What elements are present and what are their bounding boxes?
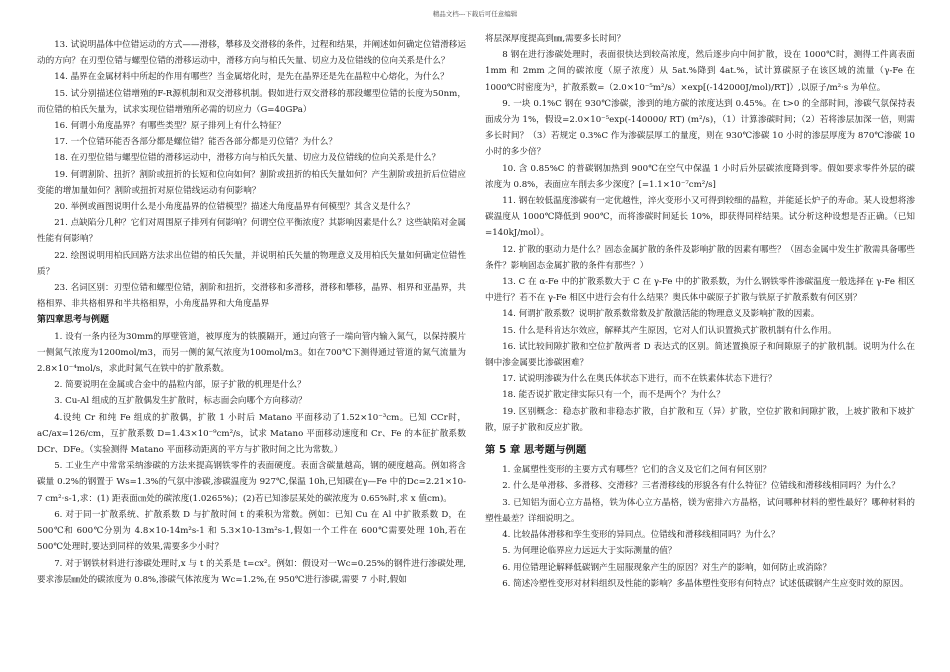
ch4-question-2: 2. 简要说明在金属或合金中的晶粒内部，原子扩散的机理是什么？ (54, 380, 306, 391)
question-14: 14. 晶界在金属材料中所起的作用有哪些？当金属熔化时，是先在晶界还是先在晶粒中心熔化，为什么？ (54, 72, 449, 83)
question-16: 16. 何谓小角度晶界？有哪些类型？原子排列上有什么特征？ (54, 121, 286, 132)
ch5-question-2: 2. 什么是单滑移、多滑移、交滑移？三者滑移线的形貌各有什么特征？位错线和滑移线相同吗？为什么？ (502, 481, 900, 492)
question-22: 22. 绘图说明用柏氏回路方法求出位错的柏氏矢量，并说明柏氏矢量的物理意义及用柏氏矢量如何确定位错性质？ (37, 250, 466, 277)
question-15: 15. 试分别描述位错增殖的F-R源机制和双交滑移机制。假如进行双交滑移的那段螺型位错的长度为50nm，而位错的柏氏矢量为，试求实现位错增殖所必需的切应力（G=40GPa） (37, 88, 466, 115)
ch4-question-12: 12. 扩散的驱动力是什么？固态金属扩散的条件及影响扩散的因素有哪些？（固态金属中发生扩散需具备哪些条件？影响固态金属扩散的条件有那些？） (485, 244, 915, 271)
page-header: 精品文档---下载后可任意编辑 (432, 10, 518, 18)
ch4-question-19: 19. 区别概念：稳态扩散和非稳态扩散，自扩散和互（异）扩散，空位扩散和间隙扩散，上坡扩散和下坡扩散，原子扩散和反应扩散。 (485, 406, 915, 433)
question-17: 17. 一个位错环能否各部分都是螺位错？能否各部分都是刃位错？为什么？ (54, 137, 337, 148)
ch4-question-10: 10. 含 0.85%C 的普碳钢加热到 900℃在空气中保温 1 小时后外层碳浓度降到零。假如要求零件外层的碳浓度为 0.8%，表面应车削去多少深度？[=1.1×10⁻⁷cm²/s] (485, 163, 915, 190)
ch4-question-15: 15. 什么是科肯达尔效应，解释其产生原因，它对人们认识置换式扩散机制有什么作用。 (502, 325, 837, 336)
chapter-4-heading: 第四章思考与例题 (37, 315, 110, 326)
left-column (37, 37, 466, 588)
ch4-question-18: 18. 能否说扩散定律实际只有一个，而不是两个？为什么？ (502, 390, 725, 401)
ch5-question-1: 1. 金属塑性变形的主要方式有哪些？它们的含义及它们之间有何区别？ (502, 465, 771, 476)
ch5-question-6b: 6. 简述冷塑性变形对材料组织及性能的影响？多晶体塑性变形有何特点？试述低碳钢产生应变时效的原因。 (502, 578, 909, 589)
right-column (485, 31, 915, 592)
chapter-5-heading: 第 5 章 思考题与例题 (485, 444, 587, 457)
ch4-question-8: 8 钢在进行渗碳处理时，表面很快达到较高浓度，然后逐步向中间扩散，设在 1000℃时，测得工件离表面 1mm 和 2mm 之间的碳浓度（原子浓度）从 5at.%降到 4at.%，试计算碳原子在该区域的流量（γ-Fe 在 1000℃时密度为³，扩散系数=（2.0×10⁻⁵m²/s）×exp[(-142000J/mol)/RT]）,以原子/m²·s 为单位。 (485, 50, 915, 93)
ch4-question-7: 7. 对于钢铁材料进行渗碳处理时,x 与 t 的关系是 t=cx²。例如：假设对一Wc=0.25%的钢件进行渗碳处理,要求渗层㎜处的碳浓度为 0.8%,渗碳气体浓度为 Wc=1.2%,在 950℃进行渗碳,需要 7 小时,假如 (37, 558, 466, 585)
ch4-question-9: 9. 一块 0.1%C 钢在 930℃渗碳，渗到的地方碳的浓度达到 0.45%。在 t>0 的全部时间，渗碳气氛保持表面成分为 1%，假设=2.0×10⁻⁵exp(-140000/ RT) (m²/s)，（1）计算渗碳时间；（2）若将渗层加深一倍，则需多长时间？（3）若规定 0.3%C 作为渗碳层厚工的量度，则在 930℃渗碳 10 小时的渗层厚度为 870℃渗碳 10 小时的多少倍？ (485, 98, 915, 158)
ch4-question-1: 1. 设有一条内径为30mm的厚壁管道，被厚度为的铁膜隔开，通过向管子一端向管内输入氮气，以保持膜片一侧氮气浓度为1200mol/m3，而另一侧的氮气浓度为100mol/m3。如在700℃下测得通过管道的氮气流量为2.8×10⁻⁴mol/s，求此时氮气在铁中的扩散系数。 (37, 331, 466, 375)
ch5-question-6a: 6. 用位错理论解释低碳钢产生屈服现象产生的原因？对生产的影响，如何防止或消除？ (502, 562, 832, 573)
ch4-question-7-cont: 将层深厚度提高到㎜,需要多长时间？ (485, 34, 626, 44)
ch4-question-11: 11. 钢在较低温度渗碳有一定优越性，淬火变形小又可得到较细的晶粒，并能延长炉子的寿命。某人设想将渗碳温度从 1000℃降低到 900℃，而将渗碳时间延长 10%，即获得同样结果。试分析这种设想是否正确。（已知=140kJ/mol）。 (485, 196, 915, 239)
ch4-question-3: 3. Cu-Al 组成的互扩散偶发生扩散时，标志面会向哪个方向移动？ (54, 396, 307, 407)
question-21: 21. 点缺陷分几种？它们对周围原子排列有何影响？何谓空位平衡浓度？其影响因素是什么？这些缺陷对金属性能有何影响？ (37, 218, 466, 245)
ch5-question-5: 5. 为何理论临界应力远远大于实际测量的值？ (502, 546, 677, 557)
question-20: 20. 举例或画图说明什么是小角度晶界的位错模型？描述大角度晶界有何模型？其含义是什么？ (54, 202, 415, 213)
ch4-question-6: 6. 对于同一扩散系统、扩散系数 D 与扩散时间 t 的乘积为常数。例如：已知 Cu 在 Al 中扩散系数 D，在 500℃和 600℃分别为 4.8×10-14m²s-1 和 5.3×10-13m²s-1,假如一个工件在 600℃需要处理 10h,若在 500℃处理时,要达到同样的效果,需要多少小时？ (37, 509, 466, 553)
ch4-question-4: 4.设纯 Cr 和纯 Fe 组成的扩散偶，扩散 1 小时后 Matano 平面移动了1.52×10⁻³cm。已知 CCr时，aC/ax=126/cm，互扩散系数 D=1.43×10⁻⁹cm²/s，试求 Matano 平面移动速度和 Cr、Fe 的本征扩散系数DCr、DFe。（实验测得 Matano 平面移动距离的平方与扩散时间之比为常数。） (37, 412, 466, 456)
ch5-question-3: 3. 已知铝为面心立方晶格，铁为体心立方晶格，镁为密排六方晶格，试问哪种材料的塑性最好？哪种材料的塑性最差？详细说明之。 (485, 497, 915, 524)
ch4-question-17: 17. 试说明渗碳为什么在奥氏体状态下进行，而不在铁素体状态下进行？ (502, 374, 777, 385)
ch4-question-16: 16. 试比较间隙扩散和空位扩散两者 D 表达式的区别。简述置换原子和间隙原子的扩散机制。说明为什么在钢中渗金属要比渗碳困难？ (485, 341, 915, 369)
ch4-question-13: 13. C 在 α-Fe 中的扩散系数大于 C 在 γ-Fe 中的扩散系数，为什么钢铁零件渗碳温度一般选择在 γ-Fe 相区中进行？若不在 γ-Fe 相区中进行会有什么结果？奥氏体中碳原子扩散与铁原子扩散系数有何区别？ (485, 277, 915, 304)
ch4-question-14: 14. 何谓扩散系数？说明扩散系数常数及扩散激活能的物理意义及影响扩散的因素。 (502, 309, 820, 320)
question-18: 18. 在刃型位错与螺型位错的滑移运动中，滑移方向与柏氏矢量、切应力及位错线的位向关系是什么？ (54, 153, 441, 164)
question-19: 19. 何谓割阶、扭折？割阶或扭折的长短和位向如何？割阶或扭折的柏氏矢量如何？产生割阶或扭折后位错应变能的增加量如何？割阶或扭折对原位错线运动有何影响？ (37, 169, 466, 196)
ch5-question-4: 4. 比较晶体滑移和孪生变形的异同点。位错线和滑移线相同吗？为什么？ (502, 530, 780, 541)
question-13: 13. 试说明晶体中位错运动的方式——滑移，攀移及交滑移的条件，过程和结果，并阐述如何确定位错滑移运动的方向？在刃型位错与螺型位错的滑移运动中，滑移方向与柏氏矢量、切应力及位错线的位向关系是什么？ (37, 40, 466, 67)
ch4-question-5: 5. 工业生产中常常采纳渗碳的方法来提高钢铁零件的表面硬度。表面含碳量越高，钢的硬度越高。例如将含碳量 0.2%的钢置于 Ws=1.3%的气氛中渗碳,渗碳温度为 927℃,保温 10h,已知碳在γ—Fe 中的Dc=2.21×10-7 cm²·s-1,求：(1) 距表面㎝处的碳浓度(1.0265%)；(2)若已知渗层某处的碳浓度为 0.65%时,求 x 值cm)。 (37, 461, 466, 504)
question-23: 23. 名词区别：刃型位错和螺型位错，割阶和扭折，交滑移和多滑移，滑移和攀移，晶界、相界和亚晶界，共格相界、非共格相界和半共格相界，小角度晶界和大角度晶界 (37, 283, 466, 310)
